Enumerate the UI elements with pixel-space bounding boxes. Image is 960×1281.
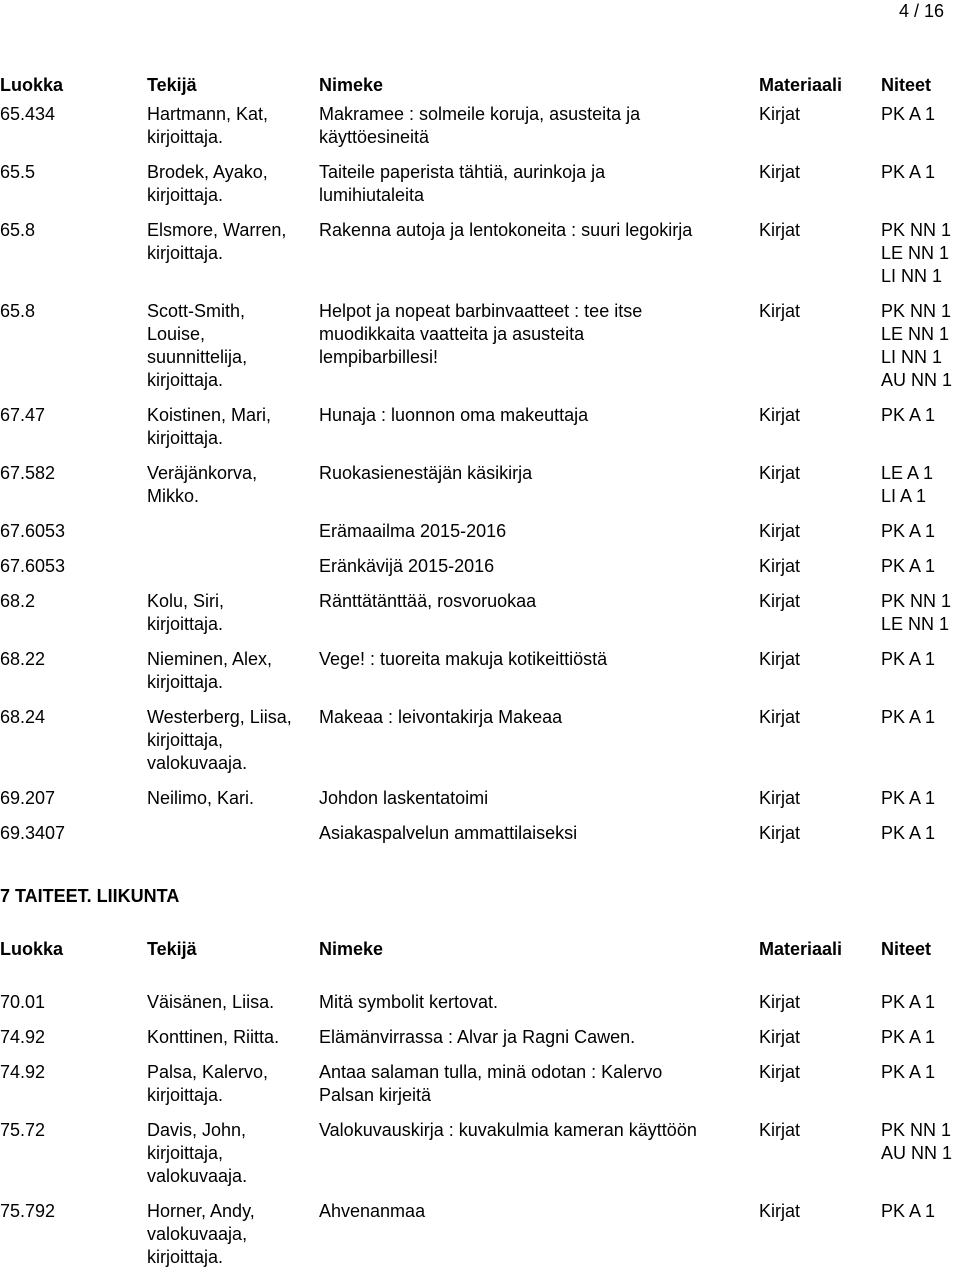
header-nimeke: Nimeke <box>319 75 384 95</box>
cell-tekija <box>147 787 315 810</box>
table-row <box>0 404 960 450</box>
catalog-section <box>0 74 960 857</box>
cell-tekija-line: Koistinen, Mari, <box>147 405 272 425</box>
cell-nimeke-line: Makeaa : leivontakirja Makeaa <box>319 707 563 727</box>
cell-tekija-line: Veräjänkorva, <box>147 463 258 483</box>
cell-niteet <box>881 1026 960 1049</box>
cell-nimeke <box>319 787 759 810</box>
cell-tekija <box>147 404 315 450</box>
cell-materiaali: Kirjat <box>759 591 801 611</box>
header-luokka: Luokka <box>0 75 64 95</box>
cell-nimeke <box>319 103 759 149</box>
cell-tekija <box>147 590 315 636</box>
table-row <box>0 219 960 288</box>
cell-luokka: 67.6053 <box>0 521 66 541</box>
cell-nimeke-line: Rakenna autoja ja lentokoneita : suuri legokirja <box>319 220 693 240</box>
cell-niteet-line: PK NN 1 <box>881 220 952 240</box>
cell-tekija-line: Elsmore, Warren, <box>147 220 287 240</box>
cell-tekija-line: valokuvaaja. <box>147 753 248 773</box>
cell-niteet <box>881 822 960 845</box>
table-row <box>0 1061 960 1107</box>
cell-tekija-line: Konttinen, Riitta. <box>147 1027 280 1047</box>
cell-niteet-line: PK A 1 <box>881 1062 936 1082</box>
cell-nimeke-line: Elämänvirrassa : Alvar ja Ragni Cawen. <box>319 1027 636 1047</box>
cell-tekija-line: kirjoittaja. <box>147 1085 224 1105</box>
table-row <box>0 787 960 810</box>
cell-nimeke <box>319 1119 759 1142</box>
cell-materiaali: Kirjat <box>759 1120 801 1140</box>
cell-niteet-line: PK NN 1 <box>881 301 952 321</box>
table-row <box>0 300 960 392</box>
cell-niteet <box>881 706 960 729</box>
cell-nimeke <box>319 822 759 845</box>
cell-nimeke-line: muodikkaita vaatteita ja asusteita <box>319 324 585 344</box>
cell-tekija <box>147 219 315 265</box>
cell-nimeke <box>319 219 759 242</box>
table-row <box>0 1119 960 1188</box>
cell-tekija-line: kirjoittaja, <box>147 730 224 750</box>
cell-tekija-line: Davis, John, <box>147 1120 247 1140</box>
cell-tekija <box>147 648 315 694</box>
cell-niteet-line: PK A 1 <box>881 992 936 1012</box>
cell-luokka: 65.8 <box>0 301 36 321</box>
header-tekija: Tekijä <box>147 939 197 959</box>
cell-niteet-line: PK A 1 <box>881 649 936 669</box>
cell-niteet <box>881 404 960 427</box>
cell-tekija-line: kirjoittaja, <box>147 1143 224 1163</box>
cell-tekija-line: Louise, <box>147 324 206 344</box>
header-niteet: Niteet <box>881 75 932 95</box>
cell-luokka: 67.47 <box>0 405 46 425</box>
cell-materiaali: Kirjat <box>759 463 801 483</box>
cell-niteet-line: PK A 1 <box>881 1201 936 1221</box>
cell-luokka: 69.207 <box>0 788 56 808</box>
header-materiaali: Materiaali <box>759 939 843 959</box>
cell-niteet-line: LE A 1 <box>881 463 934 483</box>
cell-nimeke <box>319 1026 759 1049</box>
cell-luokka: 65.8 <box>0 220 36 240</box>
cell-nimeke-line: Vege! : tuoreita makuja kotikeittiöstä <box>319 649 608 669</box>
cell-niteet <box>881 1061 960 1084</box>
cell-tekija-line: Väisänen, Liisa. <box>147 992 275 1012</box>
table-header <box>0 74 960 97</box>
cell-materiaali: Kirjat <box>759 220 801 240</box>
table-row <box>0 1200 960 1269</box>
cell-luokka: 65.434 <box>0 104 56 124</box>
cell-tekija-line: kirjoittaja. <box>147 428 224 448</box>
table-row <box>0 1026 960 1049</box>
cell-niteet <box>881 555 960 578</box>
table-header <box>0 938 960 961</box>
cell-tekija-line: valokuvaaja. <box>147 1166 248 1186</box>
cell-tekija <box>147 1026 315 1049</box>
cell-niteet-line: PK NN 1 <box>881 591 952 611</box>
cell-tekija-line: Nieminen, Alex, <box>147 649 273 669</box>
cell-niteet-line: PK A 1 <box>881 104 936 124</box>
table-row <box>0 520 960 543</box>
cell-luokka: 68.22 <box>0 649 46 669</box>
table-row <box>0 822 960 845</box>
cell-nimeke <box>319 590 759 613</box>
header-luokka: Luokka <box>0 939 64 959</box>
table-row <box>0 555 960 578</box>
cell-nimeke-line: Taiteile paperista tähtiä, aurinkoja ja <box>319 162 606 182</box>
cell-nimeke-line: Mitä symbolit kertovat. <box>319 992 499 1012</box>
cell-nimeke-line: Palsan kirjeitä <box>319 1085 432 1105</box>
cell-nimeke-line: Johdon laskentatoimi <box>319 788 489 808</box>
catalog-section <box>0 938 960 1281</box>
table-row <box>0 648 960 694</box>
cell-nimeke-line: Ränttätänttää, rosvoruokaa <box>319 591 537 611</box>
cell-tekija <box>147 706 315 775</box>
cell-tekija-line: Mikko. <box>147 486 200 506</box>
cell-tekija-line: Scott-Smith, <box>147 301 246 321</box>
cell-niteet <box>881 787 960 810</box>
cell-niteet-line: AU NN 1 <box>881 1143 953 1163</box>
table-body <box>0 103 960 845</box>
cell-nimeke <box>319 991 759 1014</box>
cell-materiaali: Kirjat <box>759 992 801 1012</box>
cell-nimeke <box>319 161 759 207</box>
cell-tekija-line: Westerberg, Liisa, <box>147 707 292 727</box>
cell-luokka: 67.582 <box>0 463 56 483</box>
cell-materiaali: Kirjat <box>759 1201 801 1221</box>
cell-nimeke <box>319 648 759 671</box>
header-niteet: Niteet <box>881 939 932 959</box>
table-row <box>0 462 960 508</box>
cell-tekija-line: kirjoittaja. <box>147 370 224 390</box>
cell-niteet-line: PK A 1 <box>881 521 936 541</box>
cell-niteet-line: PK A 1 <box>881 556 936 576</box>
cell-nimeke-line: Makramee : solmeile koruja, asusteita ja <box>319 104 641 124</box>
cell-nimeke-line: Antaa salaman tulla, minä odotan : Kalervo <box>319 1062 663 1082</box>
cell-nimeke-line: Ruokasienestäjän käsikirja <box>319 463 533 483</box>
cell-nimeke <box>319 706 759 729</box>
cell-tekija-line: kirjoittaja. <box>147 1247 224 1267</box>
cell-luokka: 74.92 <box>0 1062 46 1082</box>
cell-luokka: 75.72 <box>0 1120 46 1140</box>
cell-luokka: 68.24 <box>0 707 46 727</box>
cell-tekija <box>147 1061 315 1107</box>
cell-niteet-line: LI NN 1 <box>881 347 943 367</box>
cell-materiaali: Kirjat <box>759 521 801 541</box>
cell-tekija-line: kirjoittaja. <box>147 672 224 692</box>
cell-niteet <box>881 462 960 508</box>
cell-niteet-line: LI A 1 <box>881 486 927 506</box>
header-tekija: Tekijä <box>147 75 197 95</box>
cell-tekija-line: Hartmann, Kat, <box>147 104 269 124</box>
table-body <box>0 991 960 1269</box>
cell-tekija <box>147 161 315 207</box>
cell-niteet <box>881 590 960 636</box>
cell-niteet <box>881 103 960 126</box>
table-row <box>0 706 960 775</box>
cell-materiaali: Kirjat <box>759 649 801 669</box>
page-number: 4 / 16 <box>898 1 944 21</box>
cell-nimeke-line: Valokuvauskirja : kuvakulmia kameran käyttöön <box>319 1120 697 1140</box>
cell-luokka: 65.5 <box>0 162 36 182</box>
cell-niteet <box>881 991 960 1014</box>
cell-nimeke <box>319 555 759 578</box>
cell-nimeke-line: lempibarbillesi! <box>319 347 439 367</box>
cell-materiaali: Kirjat <box>759 556 801 576</box>
cell-nimeke <box>319 300 759 369</box>
cell-niteet-line: LE NN 1 <box>881 614 950 634</box>
cell-tekija <box>147 1200 315 1269</box>
cell-niteet-line: LE NN 1 <box>881 324 950 344</box>
cell-niteet <box>881 219 960 288</box>
cell-nimeke-line: Asiakaspalvelun ammattilaiseksi <box>319 823 578 843</box>
cell-luokka: 75.792 <box>0 1201 56 1221</box>
cell-materiaali: Kirjat <box>759 1062 801 1082</box>
cell-tekija-line: kirjoittaja. <box>147 614 224 634</box>
cell-niteet <box>881 300 960 392</box>
cell-tekija-line: kirjoittaja. <box>147 127 224 147</box>
table-row <box>0 161 960 207</box>
cell-niteet-line: AU NN 1 <box>881 370 953 390</box>
cell-nimeke-line: Eränkävijä 2015-2016 <box>319 556 495 576</box>
section-title: 7 TAITEET. LIIKUNTA <box>0 886 180 906</box>
cell-materiaali: Kirjat <box>759 788 801 808</box>
cell-niteet-line: PK A 1 <box>881 1027 936 1047</box>
cell-niteet <box>881 648 960 671</box>
header-materiaali: Materiaali <box>759 75 843 95</box>
cell-tekija <box>147 1119 315 1188</box>
cell-tekija <box>147 103 315 149</box>
cell-nimeke <box>319 520 759 543</box>
cell-luokka: 70.01 <box>0 992 46 1012</box>
cell-tekija <box>147 462 315 508</box>
cell-materiaali: Kirjat <box>759 707 801 727</box>
cell-niteet-line: PK A 1 <box>881 788 936 808</box>
cell-niteet-line: PK NN 1 <box>881 1120 952 1140</box>
cell-niteet-line: LE NN 1 <box>881 243 950 263</box>
cell-tekija-line: kirjoittaja. <box>147 185 224 205</box>
cell-materiaali: Kirjat <box>759 301 801 321</box>
cell-niteet-line: PK A 1 <box>881 162 936 182</box>
cell-materiaali: Kirjat <box>759 1027 801 1047</box>
cell-nimeke-line: Ahvenanmaa <box>319 1201 426 1221</box>
cell-tekija <box>147 300 315 392</box>
cell-niteet-line: LI NN 1 <box>881 266 943 286</box>
cell-nimeke <box>319 404 759 427</box>
cell-tekija-line: Brodek, Ayako, <box>147 162 268 182</box>
cell-luokka: 74.92 <box>0 1027 46 1047</box>
cell-niteet <box>881 161 960 184</box>
table-row <box>0 590 960 636</box>
cell-niteet <box>881 1119 960 1165</box>
table-row <box>0 103 960 149</box>
cell-luokka: 67.6053 <box>0 556 66 576</box>
table-row <box>0 991 960 1014</box>
cell-nimeke <box>319 1061 759 1107</box>
cell-niteet <box>881 1200 960 1223</box>
cell-tekija-line: Kolu, Siri, <box>147 591 225 611</box>
cell-nimeke-line: Hunaja : luonnon oma makeuttaja <box>319 405 589 425</box>
cell-materiaali: Kirjat <box>759 104 801 124</box>
cell-nimeke <box>319 1200 759 1223</box>
cell-materiaali: Kirjat <box>759 162 801 182</box>
cell-tekija-line: Palsa, Kalervo, <box>147 1062 269 1082</box>
cell-nimeke-line: käyttöesineitä <box>319 127 430 147</box>
cell-materiaali: Kirjat <box>759 823 801 843</box>
cell-tekija-line: Neilimo, Kari. <box>147 788 255 808</box>
cell-nimeke-line: lumihiutaleita <box>319 185 425 205</box>
cell-luokka: 69.3407 <box>0 823 66 843</box>
header-nimeke: Nimeke <box>319 939 384 959</box>
cell-niteet <box>881 520 960 543</box>
cell-tekija-line: Horner, Andy, <box>147 1201 255 1221</box>
cell-nimeke-line: Erämaailma 2015-2016 <box>319 521 507 541</box>
cell-niteet-line: PK A 1 <box>881 405 936 425</box>
cell-tekija-line: valokuvaaja, <box>147 1224 248 1244</box>
cell-tekija <box>147 991 315 1014</box>
cell-tekija-line: kirjoittaja. <box>147 243 224 263</box>
cell-nimeke <box>319 462 759 485</box>
cell-niteet-line: PK A 1 <box>881 823 936 843</box>
cell-materiaali: Kirjat <box>759 405 801 425</box>
cell-luokka: 68.2 <box>0 591 36 611</box>
cell-nimeke-line: Helpot ja nopeat barbinvaatteet : tee itse <box>319 301 643 321</box>
cell-tekija-line: suunnittelija, <box>147 347 248 367</box>
cell-niteet-line: PK A 1 <box>881 707 936 727</box>
